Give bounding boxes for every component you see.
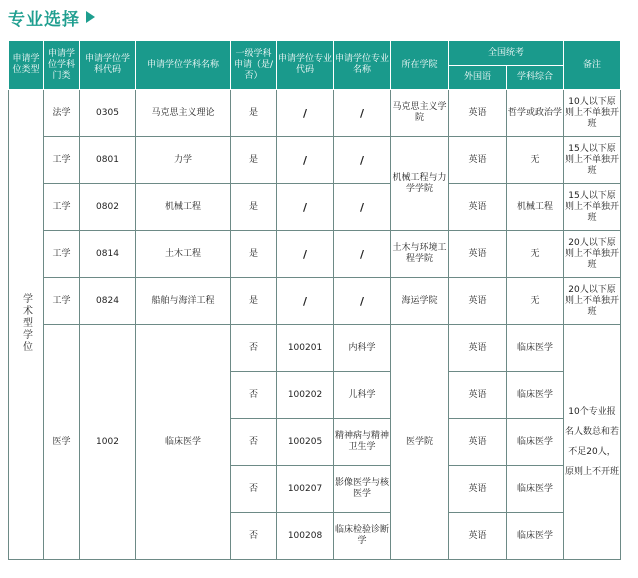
major-name-cell: /: [334, 137, 391, 184]
language-cell: 英语: [449, 137, 507, 184]
major-name-cell: 精神病与精神卫生学: [334, 419, 391, 466]
first-level-cell: 否: [231, 325, 277, 372]
major-name-cell: /: [334, 278, 391, 325]
school-cell: 土木与环境工程学院: [391, 231, 449, 278]
code-cell: 0802: [80, 184, 136, 231]
major-code-cell: 100202: [277, 372, 334, 419]
name-cell: 马克思主义理论: [136, 90, 231, 137]
first-level-cell: 否: [231, 419, 277, 466]
header-national-exam: 全国统考: [449, 41, 564, 66]
language-cell: 英语: [449, 513, 507, 560]
major-code-cell: /: [277, 231, 334, 278]
code-cell: 1002: [80, 325, 136, 560]
code-cell: 0814: [80, 231, 136, 278]
name-cell: 土木工程: [136, 231, 231, 278]
header-first-level: 一级学科申请（是/否）: [231, 41, 277, 90]
header-remarks: 备注: [564, 41, 621, 90]
language-cell: 英语: [449, 372, 507, 419]
language-cell: 英语: [449, 184, 507, 231]
category-cell: 工学: [44, 278, 80, 325]
major-code-cell: 100207: [277, 466, 334, 513]
comprehensive-cell: 临床医学: [507, 325, 564, 372]
language-cell: 英语: [449, 466, 507, 513]
major-name-cell: 儿科学: [334, 372, 391, 419]
code-cell: 0305: [80, 90, 136, 137]
comprehensive-cell: 机械工程: [507, 184, 564, 231]
header-subject-comprehensive: 学科综合: [507, 66, 564, 90]
language-cell: 英语: [449, 90, 507, 137]
school-cell: 机械工程与力学学院: [391, 137, 449, 231]
comprehensive-cell: 临床医学: [507, 372, 564, 419]
remarks-cell: 20人以下原则上不单独开班: [564, 231, 621, 278]
language-cell: 英语: [449, 419, 507, 466]
table-row: [9, 231, 621, 278]
school-cell: 马克思主义学院: [391, 90, 449, 137]
category-cell: 工学: [44, 137, 80, 184]
first-level-cell: 否: [231, 372, 277, 419]
header-subject-code: 申请学位学科代码: [80, 41, 136, 90]
header-foreign-language: 外国语: [449, 66, 507, 90]
first-level-cell: 否: [231, 513, 277, 560]
header-degree-type: 申请学位类型: [9, 41, 44, 90]
major-code-cell: 100205: [277, 419, 334, 466]
major-name-cell: /: [334, 90, 391, 137]
header-major-code: 申请学位专业代码: [277, 41, 334, 90]
school-cell: 海运学院: [391, 278, 449, 325]
header-subject-name: 申请学位学科名称: [136, 41, 231, 90]
play-triangle-icon: [86, 11, 95, 23]
remarks-cell: 15人以下原则上不单独开班: [564, 184, 621, 231]
major-name-cell: /: [334, 184, 391, 231]
degree-type-value: 学术型学位: [20, 292, 32, 353]
code-cell: 0824: [80, 278, 136, 325]
first-level-cell: 是: [231, 184, 277, 231]
code-cell: 0801: [80, 137, 136, 184]
language-cell: 英语: [449, 231, 507, 278]
category-cell: 工学: [44, 184, 80, 231]
major-code-cell: /: [277, 184, 334, 231]
first-level-cell: 是: [231, 137, 277, 184]
comprehensive-cell: 无: [507, 278, 564, 325]
language-cell: 英语: [449, 278, 507, 325]
remarks-cell: 15人以下原则上不单独开班: [564, 137, 621, 184]
comprehensive-cell: 临床医学: [507, 419, 564, 466]
comprehensive-cell: 临床医学: [507, 513, 564, 560]
remarks-cell: 10人以下原则上不单独开班: [564, 90, 621, 137]
first-level-cell: 否: [231, 466, 277, 513]
major-code-cell: /: [277, 137, 334, 184]
header-school: 所在学院: [391, 41, 449, 90]
category-cell: 工学: [44, 231, 80, 278]
table-row: [9, 278, 621, 325]
major-name-cell: 内科学: [334, 325, 391, 372]
first-level-cell: 是: [231, 231, 277, 278]
comprehensive-cell: 无: [507, 137, 564, 184]
section-header: [8, 6, 95, 28]
remarks-cell: 20人以下原则上不单独开班: [564, 278, 621, 325]
major-code-cell: /: [277, 90, 334, 137]
first-level-cell: 是: [231, 278, 277, 325]
table-row: [9, 90, 621, 137]
section-title: 专业选择: [8, 9, 80, 30]
program-table: [8, 40, 621, 560]
major-code-cell: /: [277, 278, 334, 325]
comprehensive-cell: 哲学或政治学: [507, 90, 564, 137]
remarks-cell: 10个专业报名人数总和若不足20人，原则上不开班: [564, 325, 621, 560]
major-code-cell: 100208: [277, 513, 334, 560]
table-row: [9, 137, 621, 184]
major-code-cell: 100201: [277, 325, 334, 372]
major-name-cell: /: [334, 231, 391, 278]
comprehensive-cell: 无: [507, 231, 564, 278]
name-cell: 临床医学: [136, 325, 231, 560]
degree-type-cell: [9, 90, 44, 560]
school-cell: 医学院: [391, 325, 449, 560]
header-discipline-category: 申请学位学科门类: [44, 41, 80, 90]
name-cell: 船舶与海洋工程: [136, 278, 231, 325]
table-row: [9, 184, 621, 231]
language-cell: 英语: [449, 325, 507, 372]
category-cell: 医学: [44, 325, 80, 560]
comprehensive-cell: 临床医学: [507, 466, 564, 513]
name-cell: 机械工程: [136, 184, 231, 231]
header-major-name: 申请学位专业名称: [334, 41, 391, 90]
table-row: [9, 325, 621, 372]
major-name-cell: 影像医学与核医学: [334, 466, 391, 513]
name-cell: 力学: [136, 137, 231, 184]
major-name-cell: 临床检验诊断学: [334, 513, 391, 560]
category-cell: 法学: [44, 90, 80, 137]
first-level-cell: 是: [231, 90, 277, 137]
